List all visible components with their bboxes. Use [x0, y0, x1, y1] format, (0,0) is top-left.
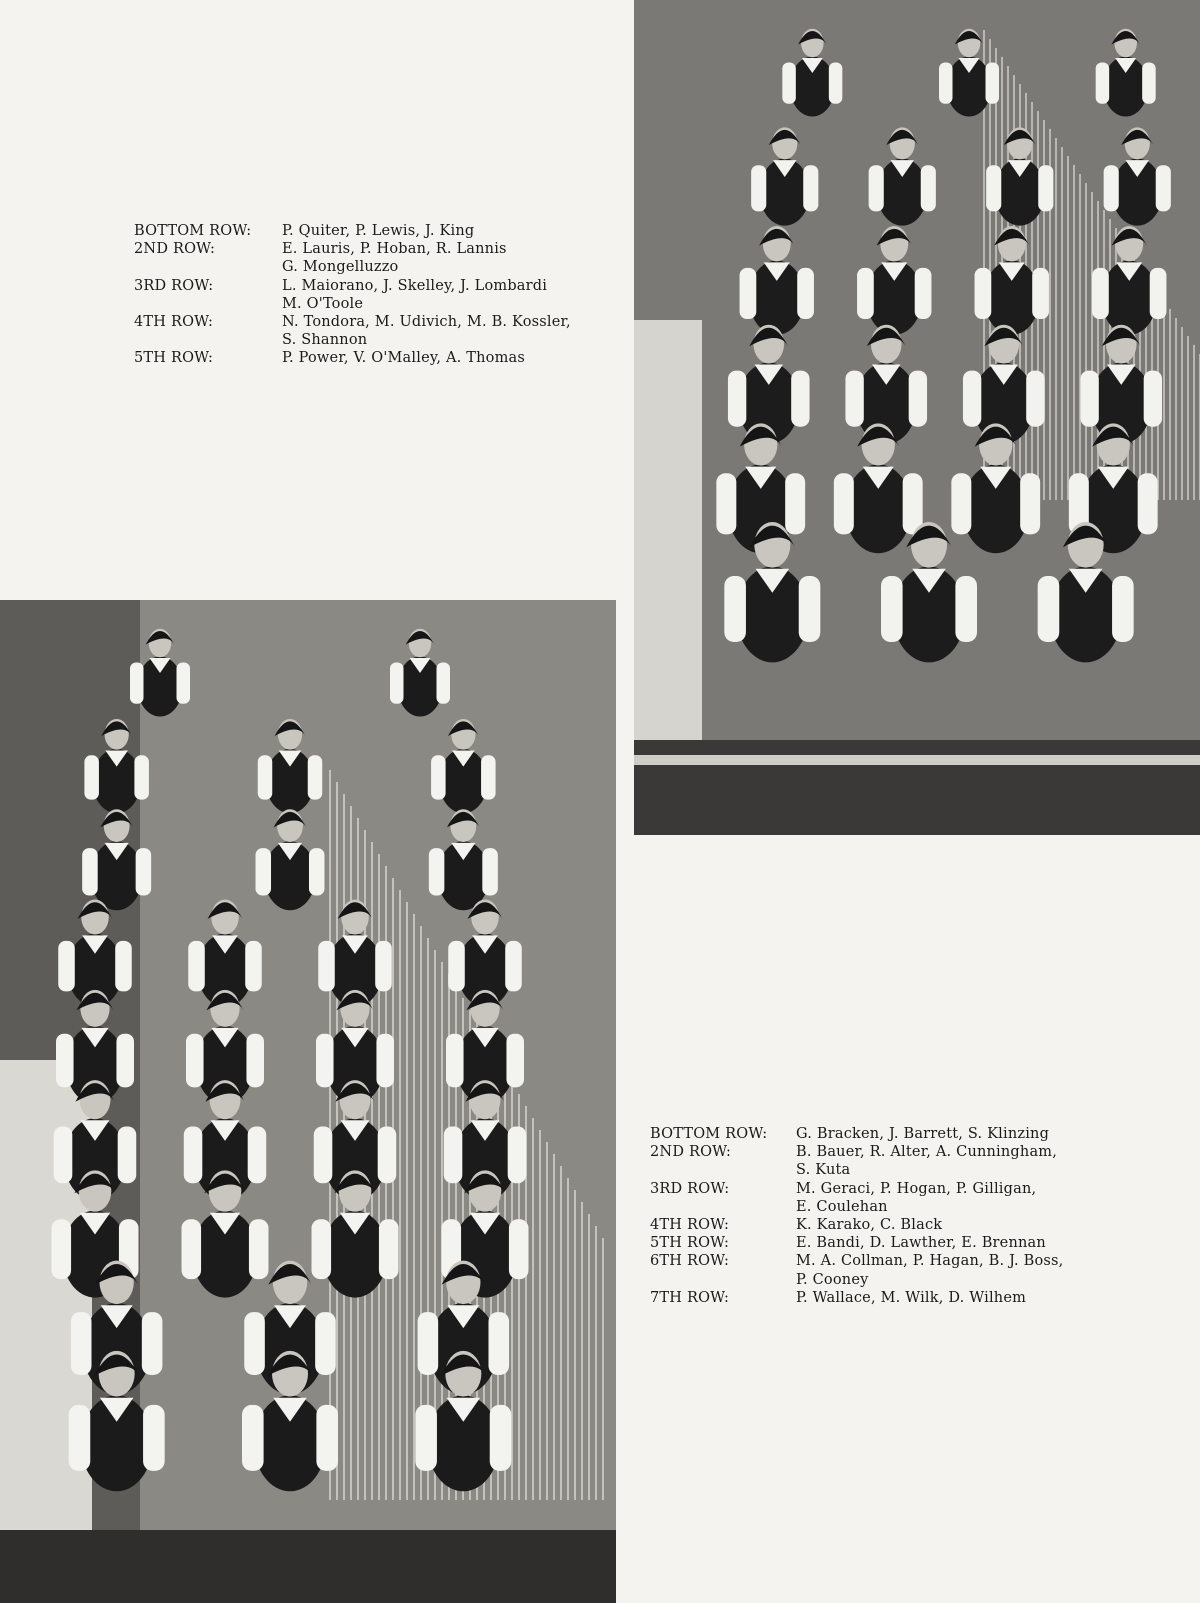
- row-label: 3RD ROW:: [134, 277, 214, 294]
- group-photo-bottom: [0, 600, 616, 1603]
- row-names: M. A. Collman, P. Hagan, B. J. Boss,: [796, 1253, 1064, 1270]
- row-label: 4TH ROW:: [134, 314, 214, 331]
- row-label: 2ND ROW:: [650, 1144, 732, 1161]
- row-names: P. Power, V. O'Malley, A. Thomas: [282, 350, 526, 367]
- row-names: P. Cooney: [796, 1271, 869, 1288]
- caption-row: [134, 313, 571, 331]
- caption-row: [134, 349, 571, 367]
- caption-row: [650, 1271, 1063, 1289]
- row-names: S. Kuta: [796, 1162, 851, 1179]
- caption-row: [650, 1143, 1063, 1161]
- row-names: M. Geraci, P. Hogan, P. Gilligan,: [796, 1180, 1037, 1197]
- row-names: P. Wallace, M. Wilk, D. Wilhem: [796, 1289, 1027, 1306]
- row-names: L. Maiorano, J. Skelley, J. Lombardi: [282, 277, 548, 294]
- row-label: [134, 295, 282, 313]
- group-photo-bottom-image: [0, 600, 616, 1603]
- caption-row: [650, 1216, 1063, 1234]
- caption-row: [650, 1125, 1063, 1143]
- caption-row: [650, 1180, 1063, 1198]
- row-names: G. Mongelluzzo: [282, 259, 399, 276]
- caption-row: [134, 240, 571, 258]
- row-label: 4TH ROW:: [650, 1217, 730, 1234]
- newel-post: [634, 320, 702, 760]
- row-label: BOTTOM ROW:: [134, 223, 252, 239]
- row-label: [134, 331, 282, 349]
- caption-row: [134, 277, 571, 295]
- caption-row: [650, 1252, 1063, 1270]
- row-names: N. Tondora, M. Udivich, M. B. Kossler,: [282, 314, 571, 331]
- caption-bottom: [650, 1125, 1063, 1307]
- row-label: [134, 258, 282, 276]
- caption-row: [134, 222, 571, 240]
- row-names: G. Bracken, J. Barrett, S. Klinzing: [796, 1126, 1050, 1142]
- caption-row: [650, 1289, 1063, 1307]
- caption-top: [134, 222, 571, 368]
- stair-floor: [634, 740, 1200, 835]
- caption-row: [650, 1198, 1063, 1216]
- row-label: 5TH ROW:: [134, 350, 214, 367]
- row-names: P. Quiter, P. Lewis, J. King: [282, 223, 475, 239]
- row-label: 2ND ROW:: [134, 241, 216, 258]
- row-label: BOTTOM ROW:: [650, 1126, 768, 1142]
- stair-edge: [634, 755, 1200, 765]
- row-names: K. Karako, C. Black: [796, 1217, 943, 1234]
- row-names: M. O'Toole: [282, 295, 364, 312]
- group-photo-top: [634, 0, 1200, 835]
- row-names: S. Shannon: [282, 332, 368, 349]
- row-names: B. Bauer, R. Alter, A. Cunningham,: [796, 1144, 1058, 1161]
- row-label: 6TH ROW:: [650, 1253, 730, 1270]
- row-names: E. Lauris, P. Hoban, R. Lannis: [282, 241, 507, 258]
- caption-row: [134, 258, 571, 276]
- caption-row: [134, 295, 571, 313]
- row-label: 7TH ROW:: [650, 1289, 730, 1306]
- caption-row: [650, 1234, 1063, 1252]
- caption-row: [650, 1161, 1063, 1179]
- group-photo-top-image: [634, 0, 1200, 835]
- row-label: [650, 1271, 796, 1289]
- row-names: E. Bandi, D. Lawther, E. Brennan: [796, 1235, 1046, 1252]
- stair-floor: [0, 1530, 616, 1603]
- caption-row: [134, 331, 571, 349]
- row-names: E. Coulehan: [796, 1198, 888, 1215]
- row-label: 3RD ROW:: [650, 1180, 730, 1197]
- row-label: 5TH ROW:: [650, 1235, 730, 1252]
- row-label: [650, 1161, 796, 1179]
- row-label: [650, 1198, 796, 1216]
